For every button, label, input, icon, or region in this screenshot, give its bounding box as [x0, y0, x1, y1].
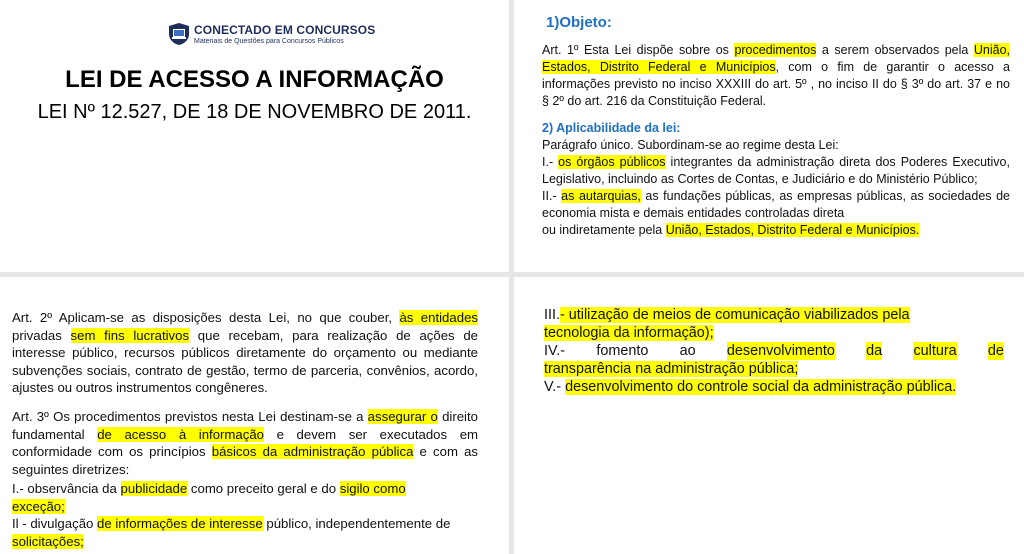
inciso-v [544, 378, 1004, 396]
page-diretrizes [514, 277, 1024, 554]
text-run: fomento [596, 343, 649, 359]
inciso-iii [544, 306, 1004, 324]
text-run: Art. 1º Esta Lei dispõe sobre os [542, 43, 735, 57]
text-run: ao [679, 343, 696, 359]
highlight: solicitações; [12, 533, 84, 549]
document-subtitle: LEI Nº 12.527, DE 18 DE NOVEMBRO DE 2011. [37, 101, 472, 123]
text-run: que recebam, para realização de ações de interesse público, recursos públicos diretamente do orçamento ou mediante subvenções sociais, contrato de gestão, termo de parceria, convênios, acordo, ajustes ou outros instrumentos congêneres. [12, 327, 478, 396]
art3-inciso-i [12, 480, 478, 498]
highlight: assegurar o [367, 409, 438, 424]
text-run: III. [544, 307, 560, 323]
text-run: I.- [542, 155, 559, 169]
page-cover [0, 0, 509, 272]
page-objeto [514, 0, 1024, 272]
art3-inciso-ii-cont [12, 533, 478, 551]
highlight: sem fins lucrativos [70, 327, 190, 343]
inciso-iv [544, 342, 1004, 360]
text-run: como preceito geral e do [187, 481, 340, 496]
highlight: exceção; [12, 498, 65, 514]
text-run: Art. 3º Os procedimentos previstos nesta Lei destinam-se a [12, 409, 368, 424]
inciso-iii-cont [544, 324, 1004, 342]
text-run: privadas [12, 327, 71, 343]
art3-paragraph [12, 408, 478, 478]
text-run: Art. 2º Aplicam-se as disposições desta Lei, no que couber, [12, 310, 400, 325]
art1-paragraph [542, 42, 1010, 110]
brand-header [168, 22, 375, 46]
text-run: e devem ser executados em conformidade com os princípios [12, 426, 479, 460]
highlight: - utilização de meios de comunicação viabilizados pela [560, 307, 910, 323]
inciso-iv-cont [544, 360, 1004, 378]
text-run: ou indiretamente pela [542, 223, 666, 237]
diretrizes-list [544, 306, 1004, 396]
art2-paragraph [12, 309, 478, 397]
text-run: , com o fim de garantir o acesso a informações previsto no inciso XXXIII do art. 5º , no inciso II do § 3º do art. 37 e no § 2º do art. 216 da Constituição Federal. [542, 60, 1010, 108]
text-run: as fundações públicas, as empresas públicas, as sociedades de economia mista e demais entidades controladas direta [542, 189, 1010, 220]
highlight: as autarquias, [561, 189, 641, 203]
highlight: os órgãos públicos [558, 155, 666, 169]
inciso-i [542, 154, 1010, 188]
text-run: e com as seguintes diretrizes: [12, 444, 479, 477]
inciso-ii-last-line [542, 222, 1010, 239]
text-run: IV.- [544, 343, 566, 359]
inciso-ii [542, 188, 1010, 222]
text-run: V.- [544, 379, 566, 395]
paragrafo-unico: Parágrafo único. Subordinam-se ao regime desta Lei: [542, 138, 839, 152]
text-run: Il - divulgação [12, 516, 98, 532]
art3-incisos [12, 480, 478, 550]
text-run: II.- [542, 189, 562, 203]
highlight: tecnologia da informação); [544, 325, 714, 341]
brand-name: CONECTADO EM CONCURSOS [194, 22, 376, 37]
highlight: de informações de interesse [97, 516, 263, 532]
objeto-heading-text: Objeto: [559, 14, 612, 31]
text-run: público, independentemente de [262, 516, 451, 532]
highlight: procedimentos [734, 43, 817, 57]
highlight: desenvolvimento do controle social da administração pública. [565, 379, 957, 395]
highlight: de [987, 343, 1004, 359]
aplicabilidade-heading [542, 121, 1010, 135]
highlight: União, Estados, Distrito Federal e Municípios [542, 43, 1010, 74]
heading-text: 2) Aplicabilidade da lei: [542, 121, 681, 135]
text-run: I.- observância da [12, 481, 121, 496]
page-artigos [0, 277, 509, 554]
highlight: transparência [544, 361, 632, 377]
aplicabilidade-paragraph [542, 137, 1010, 239]
highlight: administração pública; [655, 361, 799, 377]
highlight: União, Estados, Distrito Federal e Municípios. [665, 223, 920, 237]
objeto-heading-num: 1) [546, 14, 560, 31]
highlight: da [866, 343, 883, 359]
highlight: às entidades [399, 310, 478, 325]
text-run: direito fundamental [12, 409, 478, 442]
objeto-heading [546, 14, 1014, 31]
text-run: a serem observados pela [816, 43, 974, 57]
highlight: de acesso à informação [97, 426, 265, 442]
document-title: LEI DE ACESSO A INFORMAÇÃO [65, 66, 444, 93]
brand-tagline: Materiais de Questões para Concursos Públicos [194, 37, 344, 45]
text-run: integrantes da administração direta dos Poderes Executivo, Legislativo, incluindo as Cortes de Contas, e Judiciário e do Ministério Público; [542, 155, 1010, 186]
highlight: desenvolvimento [726, 343, 835, 359]
highlight: cultura [913, 343, 957, 359]
highlight: publicidade [120, 481, 188, 496]
art3-inciso-ii [12, 515, 478, 533]
art3-inciso-i-cont [12, 498, 478, 516]
highlight: na [631, 361, 656, 377]
highlight: sigilo como [339, 481, 406, 496]
highlight: básicos da administração pública [211, 444, 414, 460]
shield-laptop-icon [168, 22, 190, 46]
